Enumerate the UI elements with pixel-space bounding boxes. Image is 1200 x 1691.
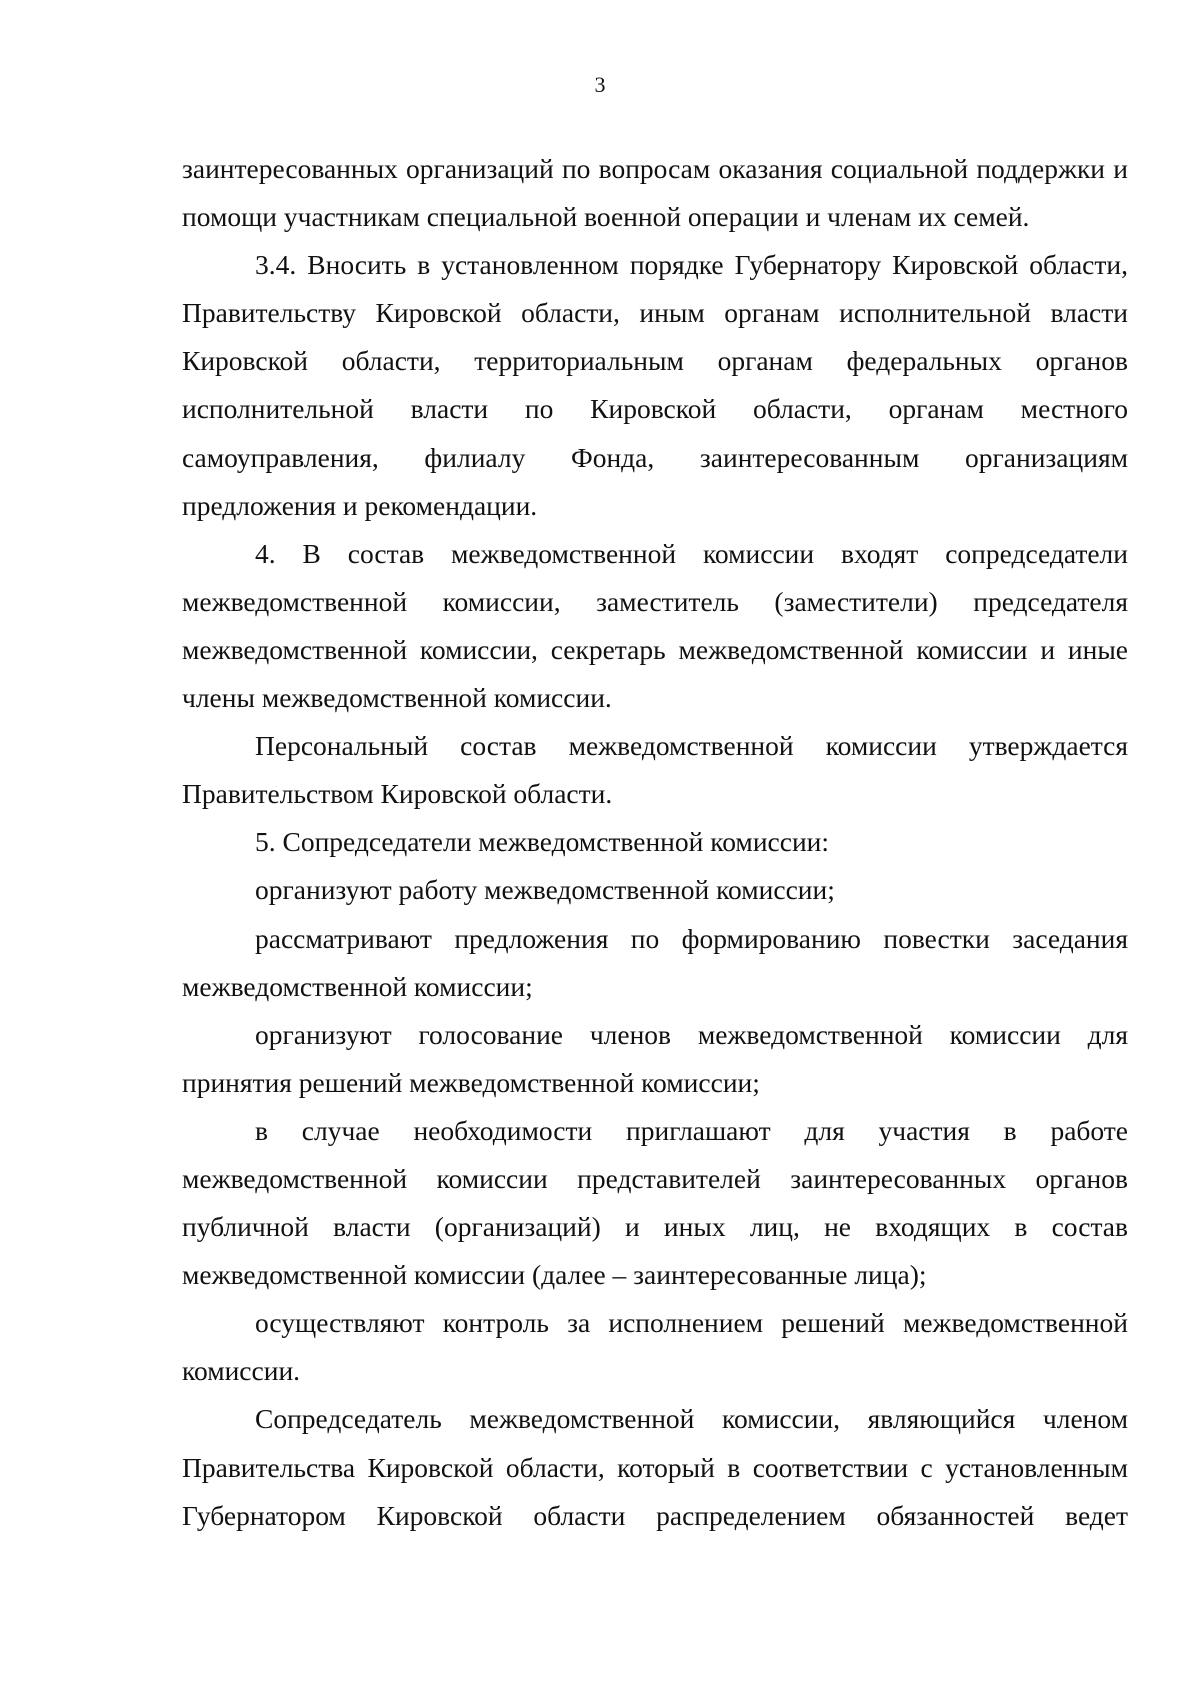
paragraph-personal-composition: Персональный состав межведомственной комиссии утверждается Правительством Кировской области. xyxy=(182,730,1128,810)
list-item-organize-voting: организуют голосование членов межведомственной комиссии для принятия решений межведомственной комиссии; xyxy=(182,1018,1128,1098)
document-body xyxy=(182,145,1128,1540)
list-item-control-execution: осуществляют контроль за исполнением решений межведомственной комиссии. xyxy=(182,1307,1128,1387)
paragraph-4: 4. В состав межведомственной комиссии входят сопредседатели межведомственной комиссии, заместитель (заместители) председателя межведомственной комиссии, секретарь межведомственной комиссии и иные члены межведомственной комиссии. xyxy=(182,537,1128,714)
list-item-review-agenda: рассматривают предложения по формированию повестки заседания межведомственной комиссии; xyxy=(182,922,1128,1002)
paragraph-3-4: 3.4. Вносить в установленном порядке Губернатору Кировской области, Правительству Кировской области, иным органам исполнительной власти Кировской области, территориальным органам федеральных органов исполнительной власти по Кировской области, органам местного самоуправления, филиалу Фонда, заинтересованным организациям предложения и рекомендации. xyxy=(182,249,1128,521)
paragraph-5: 5. Сопредседатели межведомственной комиссии: xyxy=(255,826,830,858)
list-item-invite-participants: в случае необходимости приглашают для участия в работе межведомственной комиссии представителей заинтересованных органов публичной власти (организаций) и иных лиц, не входящих в состав межведомственной комиссии (далее – заинтересованные лица); xyxy=(182,1114,1128,1291)
page-number: 3 xyxy=(594,72,606,97)
paragraph-continuation: заинтересованных организаций по вопросам оказания социальной поддержки и помощи участникам специальной военной операции и членам их семей. xyxy=(182,153,1128,233)
paragraph-co-chair-member: Сопредседатель межведомственной комиссии, являющийся членом Правительства Кировской области, который в соответствии с установленным Губернатором Кировской области распределением обязанностей ведет xyxy=(182,1403,1128,1531)
list-item-organize-work: организуют работу межведомственной комиссии; xyxy=(255,874,835,906)
